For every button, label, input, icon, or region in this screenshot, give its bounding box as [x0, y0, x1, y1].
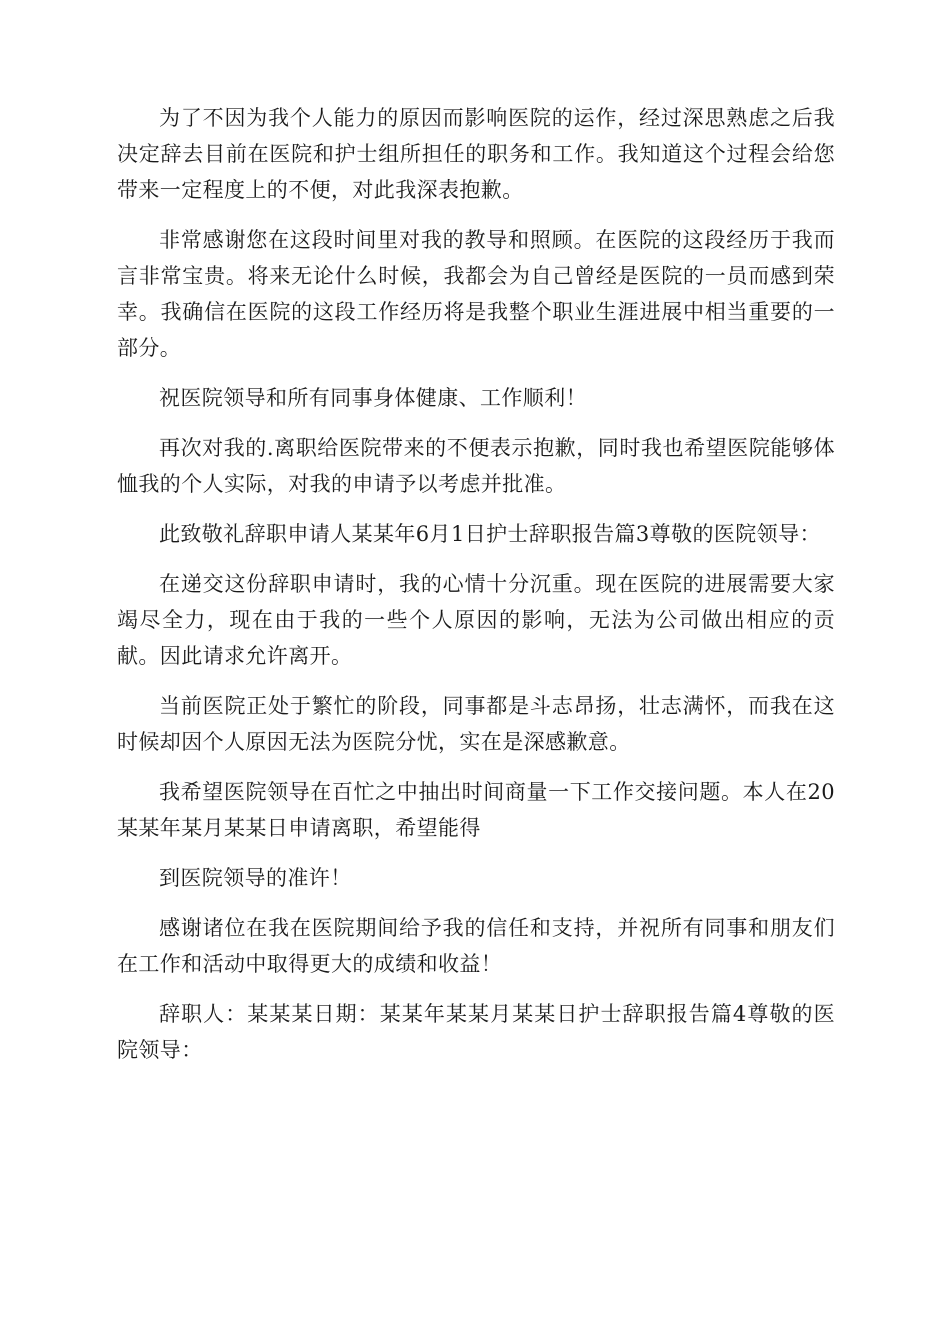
- paragraph-1: 为了不因为我个人能力的原因而影响医院的运作，经过深思熟虑之后我决定辞去目前在医院和护士组所担任的职务和工作。我知道这个过程会给您带来一定程度上的不便，对此我深表抱歉。: [117, 106, 835, 202]
- paragraph-7: 当前医院正处于繁忙的阶段，同事都是斗志昂扬，壮志满怀，而我在这时候却因个人原因无法为医院分忧，实在是深感歉意。: [117, 694, 835, 754]
- paragraph-8: 我希望医院领导在百忙之中抽出时间商量一下工作交接问题。本人在20某某年某月某某日申请离职，希望能得: [117, 780, 835, 840]
- paragraph-9: 到医院领导的准许！: [159, 866, 352, 890]
- paragraph-6: 在递交这份辞职申请时，我的心情十分沉重。现在医院的进展需要大家竭尽全力，现在由于我的一些个人原因的影响，无法为公司做出相应的贡献。因此请求允许离开。: [117, 572, 835, 668]
- paragraph-2: 非常感谢您在这段时间里对我的教导和照顾。在医院的这段经历于我而言非常宝贵。将来无论什么时候，我都会为自己曾经是医院的一员而感到荣幸。我确信在医院的这段工作经历将是我整个职业生涯进展中相当重要的一部分。: [117, 228, 835, 360]
- paragraph-10: 感谢诸位在我在医院期间给予我的信任和支持，并祝所有同事和朋友们在工作和活动中取得更大的成绩和收益！: [117, 916, 835, 976]
- paragraph-4: 再次对我的.离职给医院带来的不便表示抱歉，同时我也希望医院能够体恤我的个人实际，对我的申请予以考虑并批准。: [117, 436, 835, 496]
- paragraph-5: 此致敬礼辞职申请人某某年6月1日护士辞职报告篇3尊敬的医院领导：: [159, 522, 821, 546]
- paragraph-11: 辞职人：某某某日期：某某年某某月某某日护士辞职报告篇4尊敬的医院领导：: [117, 1002, 835, 1062]
- paragraph-3: 祝医院领导和所有同事身体健康、工作顺利！: [159, 386, 587, 410]
- document-page: [117, 100, 835, 1082]
